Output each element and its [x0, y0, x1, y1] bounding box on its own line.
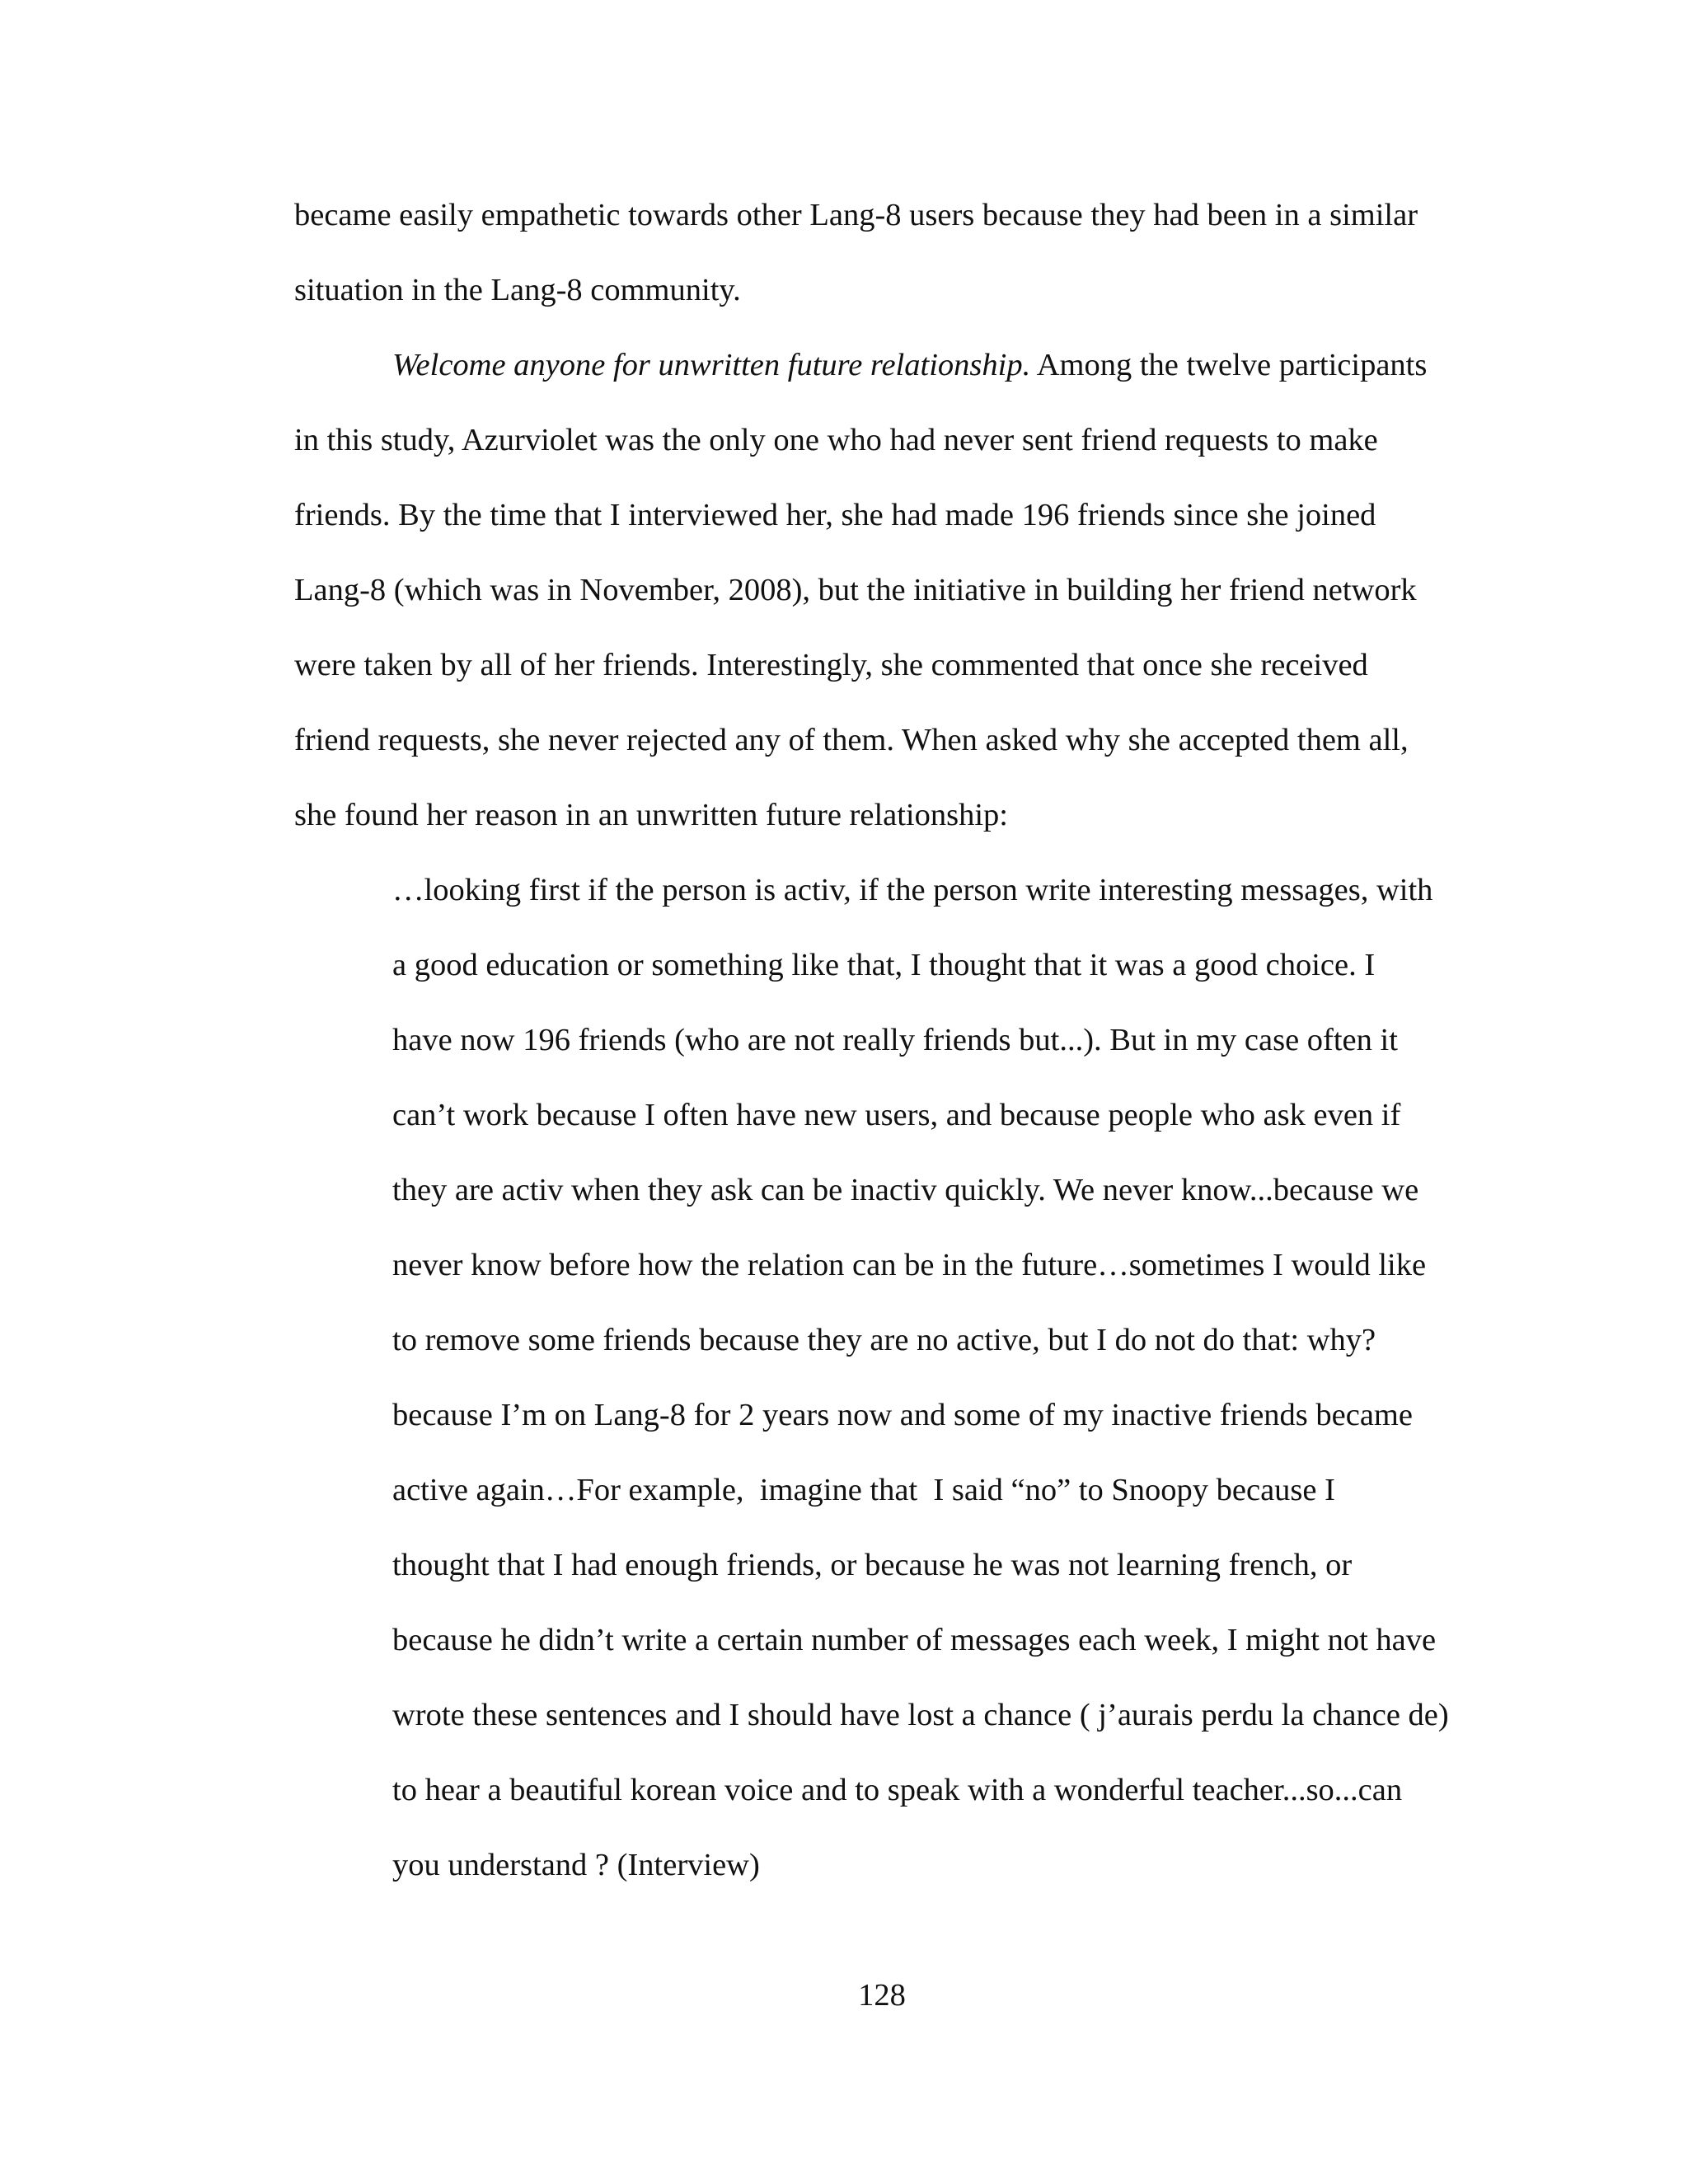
paragraph-line: friends. By the time that I interviewed her, she had made 196 friends since she joined	[294, 498, 1376, 532]
paragraph-first-line	[392, 346, 1427, 384]
quote-line: thought that I had enough friends, or because he was not learning french, or	[392, 1548, 1353, 1582]
quote-line: because he didn’t write a certain number of messages each week, I might not have	[392, 1623, 1437, 1657]
paragraph-line: in this study, Azurviolet was the only one who had never sent friend requests to make	[294, 423, 1378, 457]
quote-line: to hear a beautiful korean voice and to speak with a wonderful teacher...so...can	[392, 1773, 1403, 1807]
quote-line: can’t work because I often have new users, and because people who ask even if	[392, 1098, 1401, 1132]
page-number: 128	[858, 1978, 906, 2013]
quote-line: you understand ? (Interview)	[392, 1848, 760, 1882]
paragraph-line: became easily empathetic towards other Lang-8 users because they had been in a similar	[294, 198, 1418, 232]
quote-line: never know before how the relation can be in the future…sometimes I would like	[392, 1248, 1427, 1282]
paragraph-line: were taken by all of her friends. Interestingly, she commented that once she received	[294, 648, 1368, 682]
quote-line: a good education or something like that, I thought that it was a good choice. I	[392, 948, 1376, 982]
paragraph-line: situation in the Lang-8 community.	[294, 273, 741, 307]
quote-line: they are activ when they ask can be inactiv quickly. We never know...because we	[392, 1173, 1419, 1207]
paragraph-text: Among the twelve participants	[1030, 348, 1428, 382]
quote-line: active again…For example, imagine that I said “no” to Snoopy because I	[392, 1473, 1335, 1507]
quote-line: have now 196 friends (who are not really friends but...). But in my case often it	[392, 1023, 1398, 1057]
paragraph-line: friend requests, she never rejected any of them. When asked why she accepted them all,	[294, 723, 1409, 757]
quote-line: because I’m on Lang-8 for 2 years now and some of my inactive friends became	[392, 1398, 1413, 1432]
paragraph-line: Lang-8 (which was in November, 2008), but the initiative in building her friend network	[294, 573, 1417, 607]
quote-line: to remove some friends because they are no active, but I do not do that: why?	[392, 1323, 1376, 1357]
quote-line: …looking first if the person is activ, if the person write interesting messages, with	[392, 873, 1433, 907]
paragraph-line: she found her reason in an unwritten future relationship:	[294, 798, 1009, 832]
section-heading: Welcome anyone for unwritten future relationship.	[392, 348, 1031, 382]
quote-line: wrote these sentences and I should have lost a chance ( j’aurais perdu la chance de)	[392, 1698, 1449, 1732]
